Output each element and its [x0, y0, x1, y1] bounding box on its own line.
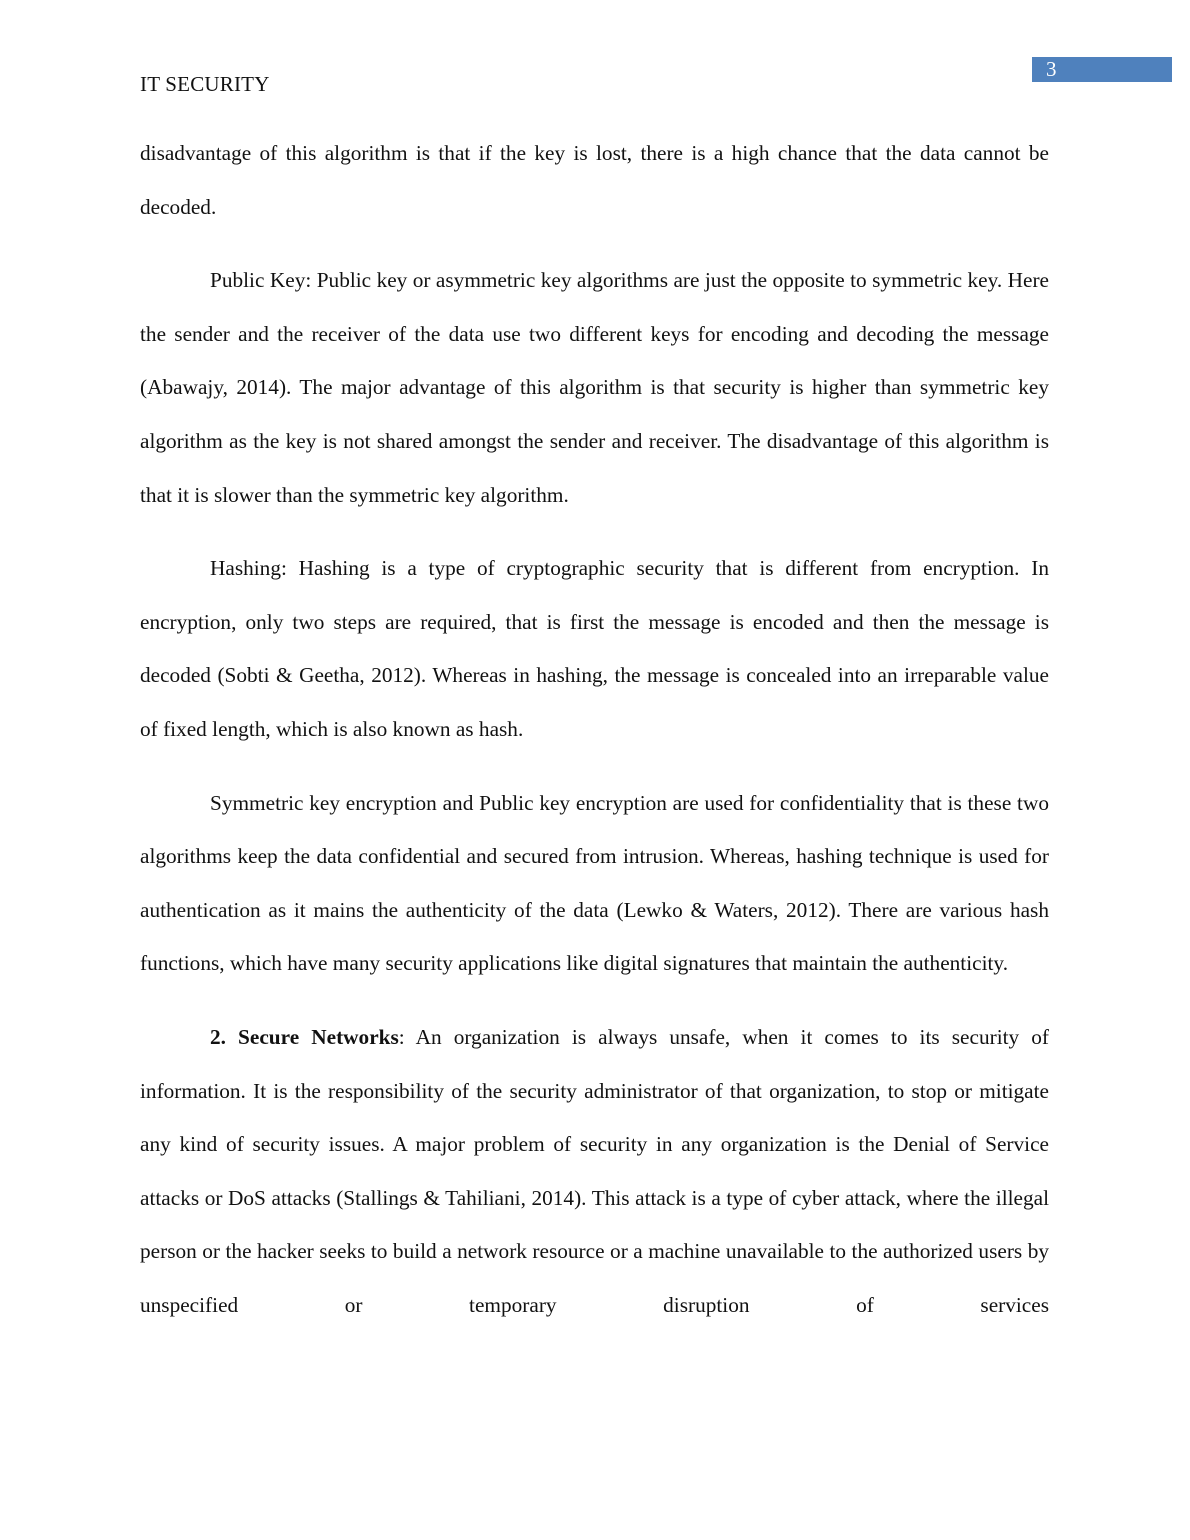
page-number-box — [1032, 57, 1172, 82]
running-head: IT SECURITY — [140, 72, 270, 96]
paragraph-secure-networks-text: : An organization is always unsafe, when it comes to its security of information. It is the responsibility of the security administrator of that organization, to stop or mitigate any kind of security issues. A major problem of security in any organization is the Denial of Service attacks or DoS attacks (Stallings & Tahiliani, 2014). This attack is a type of cyber attack, where the illegal person or the hacker seeks to build a network resource or a machine unavailable to the authorized users by unspecified or temporary disruption of services — [140, 1024, 1049, 1317]
paragraph-secure-networks — [140, 1011, 1049, 1333]
paragraph-continuation: disadvantage of this algorithm is that if the key is lost, there is a high chance that the data cannot be decoded. — [140, 141, 1049, 219]
page-number: 3 — [1046, 57, 1057, 81]
paragraph-confidentiality: Symmetric key encryption and Public key encryption are used for confidentiality that is these two algorithms keep the data confidential and secured from intrusion. Whereas, hashing technique is used for authentication as it mains the authenticity of the data (Lewko & Waters, 2012). There are various hash functions, which have many security applications like digital signatures that maintain the authenticity. — [140, 790, 1049, 976]
document-body — [140, 127, 1049, 1352]
section-heading-secure-networks: 2. Secure Networks — [210, 1024, 399, 1049]
paragraph-hashing: Hashing: Hashing is a type of cryptographic security that is different from encryption. In encryption, only two steps are required, that is first the message is encoded and then the message is decoded (Sobti & Geetha, 2012). Whereas in hashing, the message is concealed into an irreparable value of fixed length, which is also known as hash. — [140, 556, 1049, 741]
paragraph-public-key: Public Key: Public key or asymmetric key algorithms are just the opposite to symmetric key. Here the sender and the receiver of the data use two different keys for encoding and decoding the message (Abawajy, 2014). The major advantage of this algorithm is that security is higher than symmetric key algorithm as the key is not shared amongst the sender and receiver. The disadvantage of this algorithm is that it is slower than the symmetric key algorithm. — [140, 268, 1049, 507]
